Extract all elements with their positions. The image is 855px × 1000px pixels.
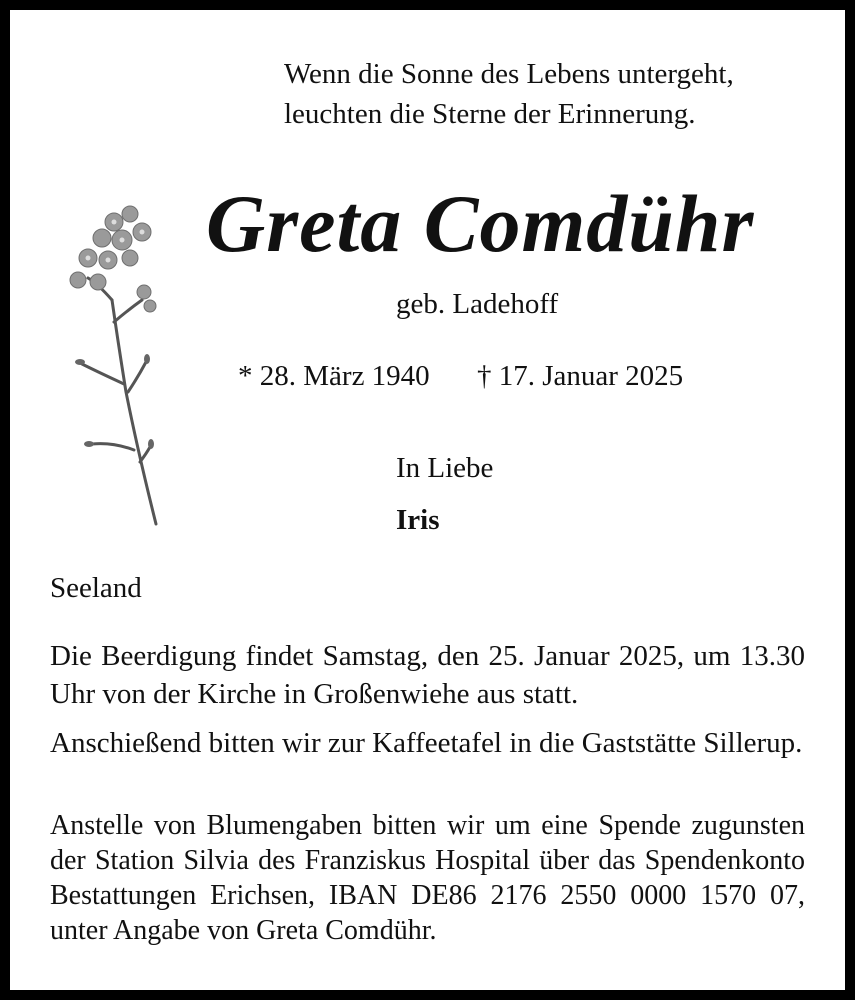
maiden-name: geb. Ladehoff — [396, 288, 559, 320]
funeral-paragraph: Die Beerdigung findet Samstag, den 25. Januar 2025, um 13.30 Uhr von der Kirche in Großenwiehe aus statt. — [50, 640, 805, 710]
donation-paragraph: Anstelle von Blumengaben bitten wir um eine Spende zugunsten der Station Silvia des Franziskus Hospital über das Spendenkonto Bestattungen Erichsen, IBAN DE86 2176 2550 0000 1570 07, unter Angabe von Greta Comdühr. — [50, 810, 805, 946]
mourner-name: Iris — [396, 504, 440, 536]
deceased-name: Greta Comdühr — [206, 178, 755, 269]
forget-me-not-icon — [58, 192, 178, 532]
greeting: In Liebe — [396, 452, 494, 484]
memorial-quote — [284, 54, 734, 134]
death-date: † 17. Januar 2025 — [476, 360, 684, 392]
coffee-paragraph: Anschießend bitten wir zur Kaffeetafel in die Gaststätte Sillerup. — [50, 727, 803, 759]
place-name: Seeland — [50, 572, 142, 604]
birth-date: * 28. März 1940 — [238, 360, 430, 392]
life-dates — [238, 358, 683, 394]
quote-line-2: leuchten die Sterne der Erinnerung. — [284, 98, 696, 130]
quote-line-1: Wenn die Sonne des Lebens untergeht, — [284, 58, 734, 90]
